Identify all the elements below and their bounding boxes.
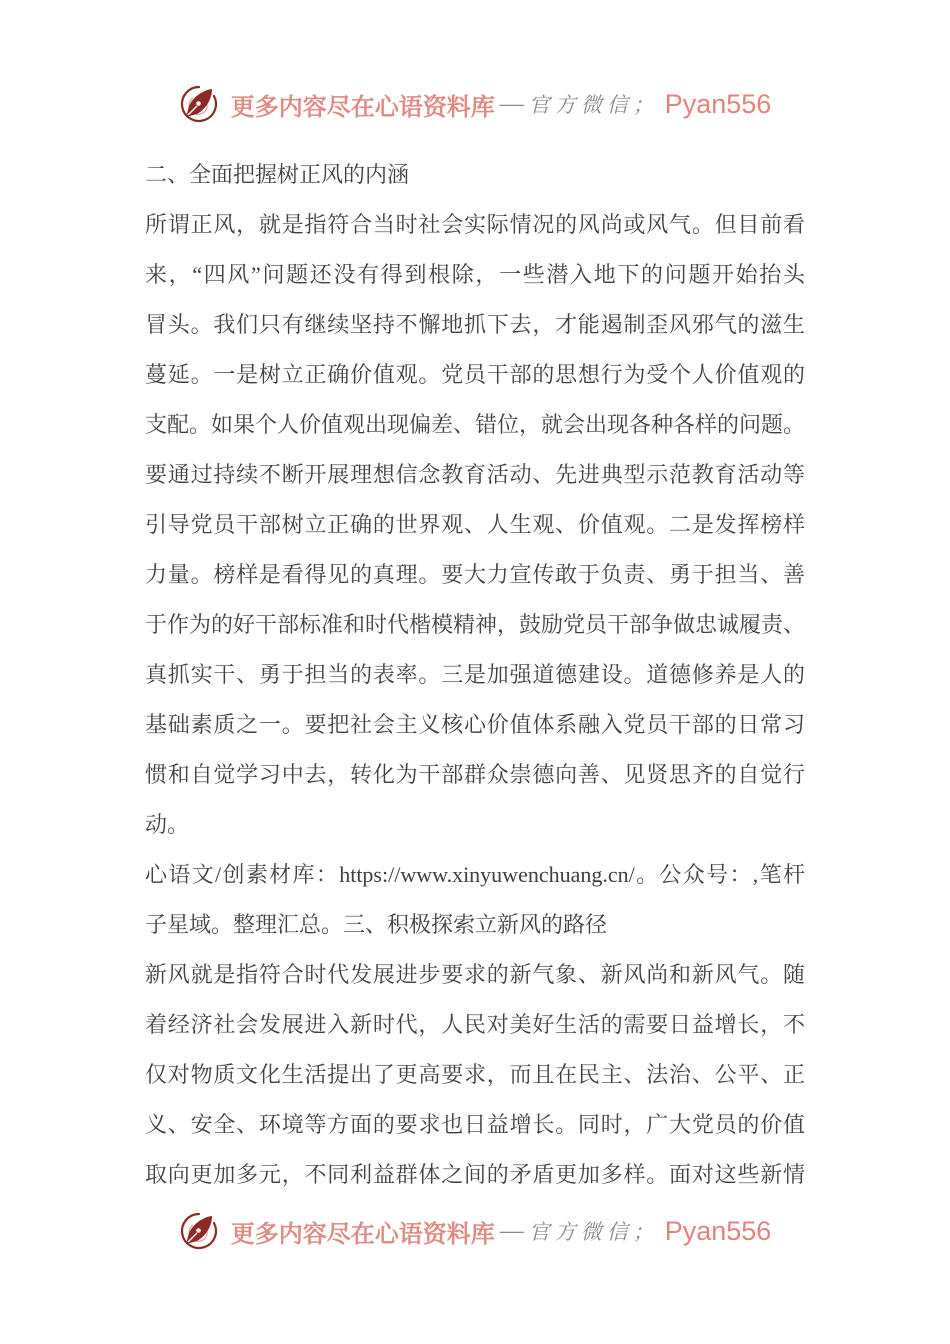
footer-watermark <box>0 1203 950 1259</box>
text-line: 要通过持续不断开展理想信念教育活动、先进典型示范教育活动等 <box>145 462 805 487</box>
watermark-brand-text: 更多内容尽在心语资料库 <box>230 94 495 121</box>
pen-nib-icon <box>179 84 219 124</box>
text-line: 惯和自觉学习中去，转化为干部群众崇德向善、见贤思齐的自觉行 <box>145 762 805 787</box>
text-line: 蔓延。一是树立正确价值观。党员干部的思想行为受个人价值观的 <box>145 362 805 387</box>
watermark-wechat-account: Pyan556 <box>664 88 772 119</box>
header-watermark <box>0 76 950 132</box>
text-line: 真抓实干、勇于担当的表率。三是加强道德建设。道德修养是人的 <box>145 662 805 687</box>
text-line: 基础素质之一。要把社会主义核心价值体系融入党员干部的日常习 <box>145 712 805 737</box>
text-line: 支配。如果个人价值观出现偏差、错位，就会出现各种各样的问题。 <box>145 412 805 437</box>
watermark-wechat-account: Pyan556 <box>664 1215 772 1246</box>
document-body <box>145 150 805 1200</box>
watermark-wechat-label: 官方微信； <box>528 93 659 117</box>
text-line: 冒头。我们只有继续坚持不懈地抓下去，才能遏制歪风邪气的滋生 <box>145 312 805 337</box>
text-line: 引导党员干部树立正确的世界观、人生观、价值观。二是发挥榜样 <box>145 512 805 537</box>
heading-line: 二、全面把握树正风的内涵 <box>145 162 410 187</box>
watermark-separator: — <box>499 1217 524 1244</box>
pen-nib-icon <box>179 1211 219 1251</box>
text-line: 取向更加多元，不同利益群体之间的矛盾更加多样。面对这些新情 <box>145 1162 805 1187</box>
text-line: 仅对物质文化生活提出了更高要求，而且在民主、法治、公平、正 <box>145 1062 805 1087</box>
text-line: 子星域。整理汇总。三、积极探索立新风的路径 <box>145 912 608 937</box>
text-line: 于作为的好干部标准和时代楷模精神，鼓励党员干部争做忠诚履责、 <box>145 612 805 637</box>
text-line: 着经济社会发展进入新时代，人民对美好生活的需要日益增长，不 <box>145 1012 805 1037</box>
text-line: 所谓正风，就是指符合当时社会实际情况的风尚或风气。但目前看 <box>145 212 805 237</box>
watermark-separator: — <box>499 90 524 117</box>
text-line-url: 心语文/创素材库：https://www.xinyuwenchuang.cn/。公众号：,笔杆 <box>145 862 805 887</box>
text-line: 动。 <box>145 812 190 837</box>
text-line: 义、安全、环境等方面的要求也日益增长。同时，广大党员的价值 <box>145 1112 805 1137</box>
text-line: 新风就是指符合时代发展进步要求的新气象、新风尚和新风气。随 <box>145 962 805 987</box>
watermark-brand-text: 更多内容尽在心语资料库 <box>230 1221 495 1248</box>
watermark-wechat-label: 官方微信； <box>528 1220 659 1244</box>
text-line: 来，“四风”问题还没有得到根除，一些潜入地下的问题开始抬头 <box>145 262 805 287</box>
text-line: 力量。榜样是看得见的真理。要大力宣传敢于负责、勇于担当、善 <box>145 562 805 587</box>
